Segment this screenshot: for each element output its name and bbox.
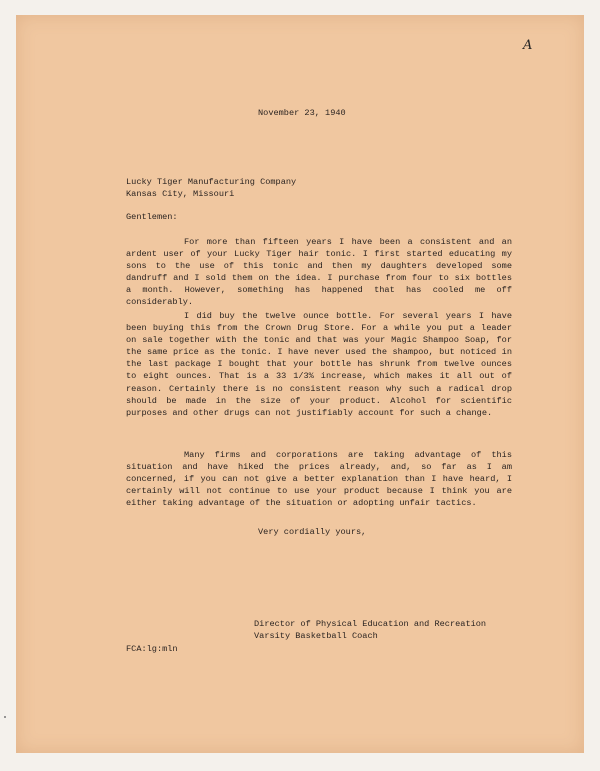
recipient-city: Kansas City, Missouri: [126, 189, 235, 200]
handwritten-corner-mark: A: [523, 38, 533, 53]
letter-date: November 23, 1940: [258, 108, 346, 118]
salutation: Gentlemen:: [126, 212, 178, 222]
signature-title: Director of Physical Education and Recreation: [254, 619, 487, 629]
margin-speck: [4, 716, 6, 718]
typist-initials: FCA:lg:mln: [126, 644, 178, 654]
body-paragraph-3: Many firms and corporations are taking advantage of this situation and have hiked the prices already, and, so far as I am concerned, if you can not give a better explanation than I have heard, I certainly will not continue to use your product because I think you are either taking advantage of the situation or adopting unfair tactics.: [126, 450, 512, 509]
closing: Very cordially yours,: [258, 527, 367, 537]
signature-subtitle: Varsity Basketball Coach: [254, 631, 378, 642]
signature-block: [254, 618, 486, 642]
body-paragraph-1: For more than fifteen years I have been a consistent and an ardent user of your Lucky Tiger hair tonic. I first started educating my sons to the use of this tonic and then my daughters developed some dandruff and I sold them on the idea. I purchase from four to six bottles a month. However, something has happened that has cooled me off considerably.: [126, 237, 512, 308]
body-paragraph-2: I did buy the twelve ounce bottle. For several years I have been buying this from the Crown Drug Store. For a while you put a leader on sale together with the tonic and that was your Magic Shampoo Soap, for the same price as the tonic. I have never used the shampoo, but noticed in the last package I bought that your bottle has shrunk from twelve ounces to eight ounces. That is a 33 1/3% increase, which makes it all out of reason. Certainly there is no consistent reason why such a radical drop should be made in the size of your product. Alcohol for scientific purposes and other drugs can not justifiably account for such a change.: [126, 311, 512, 418]
recipient-name: Lucky Tiger Manufacturing Company: [126, 177, 297, 187]
recipient-address: [126, 176, 296, 200]
